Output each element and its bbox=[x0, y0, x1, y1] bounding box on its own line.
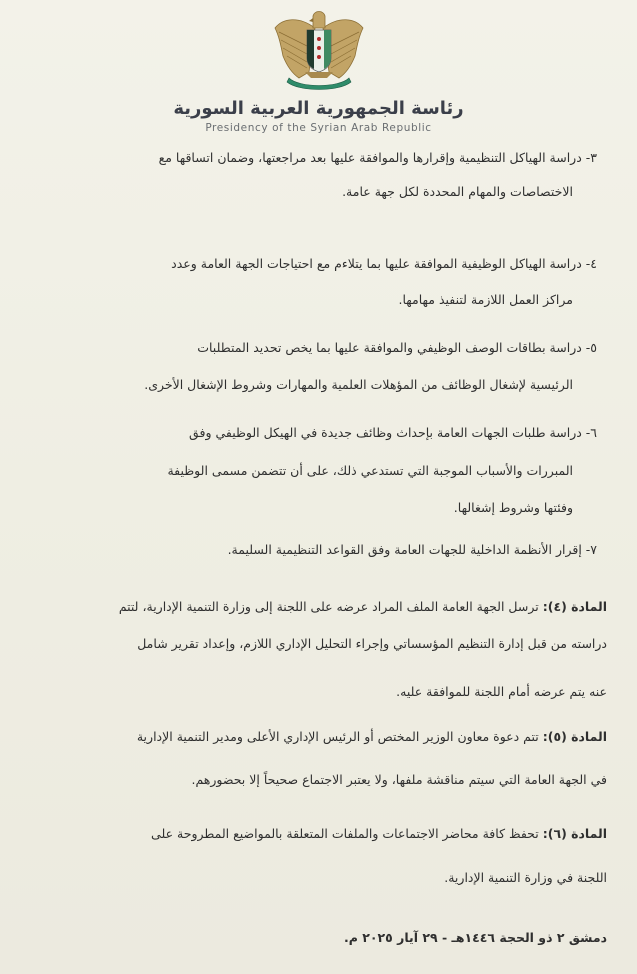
article-6-label: المادة (٦): bbox=[542, 826, 607, 841]
item-5-line-1: ٥- دراسة بطاقات الوصف الوظيفي والموافقة عليها بما يخص تحديد المتطلبات bbox=[197, 340, 597, 355]
article-6-text: تحفظ كافة محاضر الاجتماعات والملفات المتعلقة بالمواضيع المطروحة على bbox=[151, 826, 543, 841]
article-4-line-1 bbox=[119, 599, 607, 614]
article-5-line-2: في الجهة العامة التي سيتم مناقشة ملفها، ولا يعتبر الاجتماع صحيحاً إلا بحضورهم. bbox=[191, 772, 607, 787]
item-7-line-1: ٧- إقرار الأنظمة الداخلية للجهات العامة وفق القواعد التنظيمية السليمة. bbox=[227, 542, 597, 557]
article-4-label: المادة (٤): bbox=[542, 599, 607, 614]
article-4-text: ترسل الجهة العامة الملف المراد عرضه على اللجنة إلى وزارة التنمية الإدارية، لتتم bbox=[118, 599, 543, 614]
letterhead-title-english: Presidency of the Syrian Arab Republic bbox=[205, 122, 432, 134]
letterhead-title-arabic: رئاسة الجمهورية العربية السورية bbox=[173, 98, 464, 119]
item-4-line-2: مراكز العمل اللازمة لتنفيذ مهامها. bbox=[398, 292, 573, 307]
article-6-line-2: اللجنة في وزارة التنمية الإدارية. bbox=[444, 870, 607, 885]
item-6-line-3: وفئتها وشروط إشغالها. bbox=[453, 500, 573, 515]
item-6-line-2: المبررات والأسباب الموجبة التي تستدعي ذلك، على أن تتضمن مسمى الوظيفة bbox=[167, 463, 573, 478]
article-4-line-3: عنه يتم عرضه أمام اللجنة للموافقة عليه. bbox=[396, 684, 607, 699]
article-4-line-2: دراسته من قبل إدارة التنظيم المؤسساتي وإجراء التحليل الإداري اللازم، وإعداد تقرير شامل bbox=[137, 636, 607, 651]
item-5-line-2: الرئيسية لإشغال الوظائف من المؤهلات العلمية والمهارات وشروط الإشغال الأخرى. bbox=[144, 377, 573, 392]
item-3-line-2: الاختصاصات والمهام المحددة لكل جهة عامة. bbox=[342, 184, 573, 199]
item-3-line-1: ٣- دراسة الهياكل التنظيمية وإقرارها والموافقة عليها بعد مراجعتها، وضمان اتساقها مع bbox=[158, 150, 597, 165]
article-5-label: المادة (٥): bbox=[542, 729, 607, 744]
letterhead bbox=[0, 6, 637, 92]
document-date: دمشق ٢ ذو الحجة ١٤٤٦هـ - ٢٩ آيار ٢٠٢٥ م. bbox=[344, 930, 607, 945]
item-6-line-1: ٦- دراسة طلبات الجهات العامة بإحداث وظائف جديدة في الهيكل الوظيفي وفق bbox=[189, 425, 597, 440]
item-4-line-1: ٤- دراسة الهياكل الوظيفية الموافقة عليها بما يتلاءم مع احتياجات الجهة العامة وعدد bbox=[171, 256, 597, 271]
article-6-line-1 bbox=[151, 826, 607, 841]
syrian-eagle-emblem-icon bbox=[269, 6, 369, 92]
article-5-line-1 bbox=[137, 729, 607, 744]
article-5-text: تتم دعوة معاون الوزير المختص أو الرئيس الإداري الأعلى ومدير التنمية الإدارية bbox=[136, 729, 543, 744]
